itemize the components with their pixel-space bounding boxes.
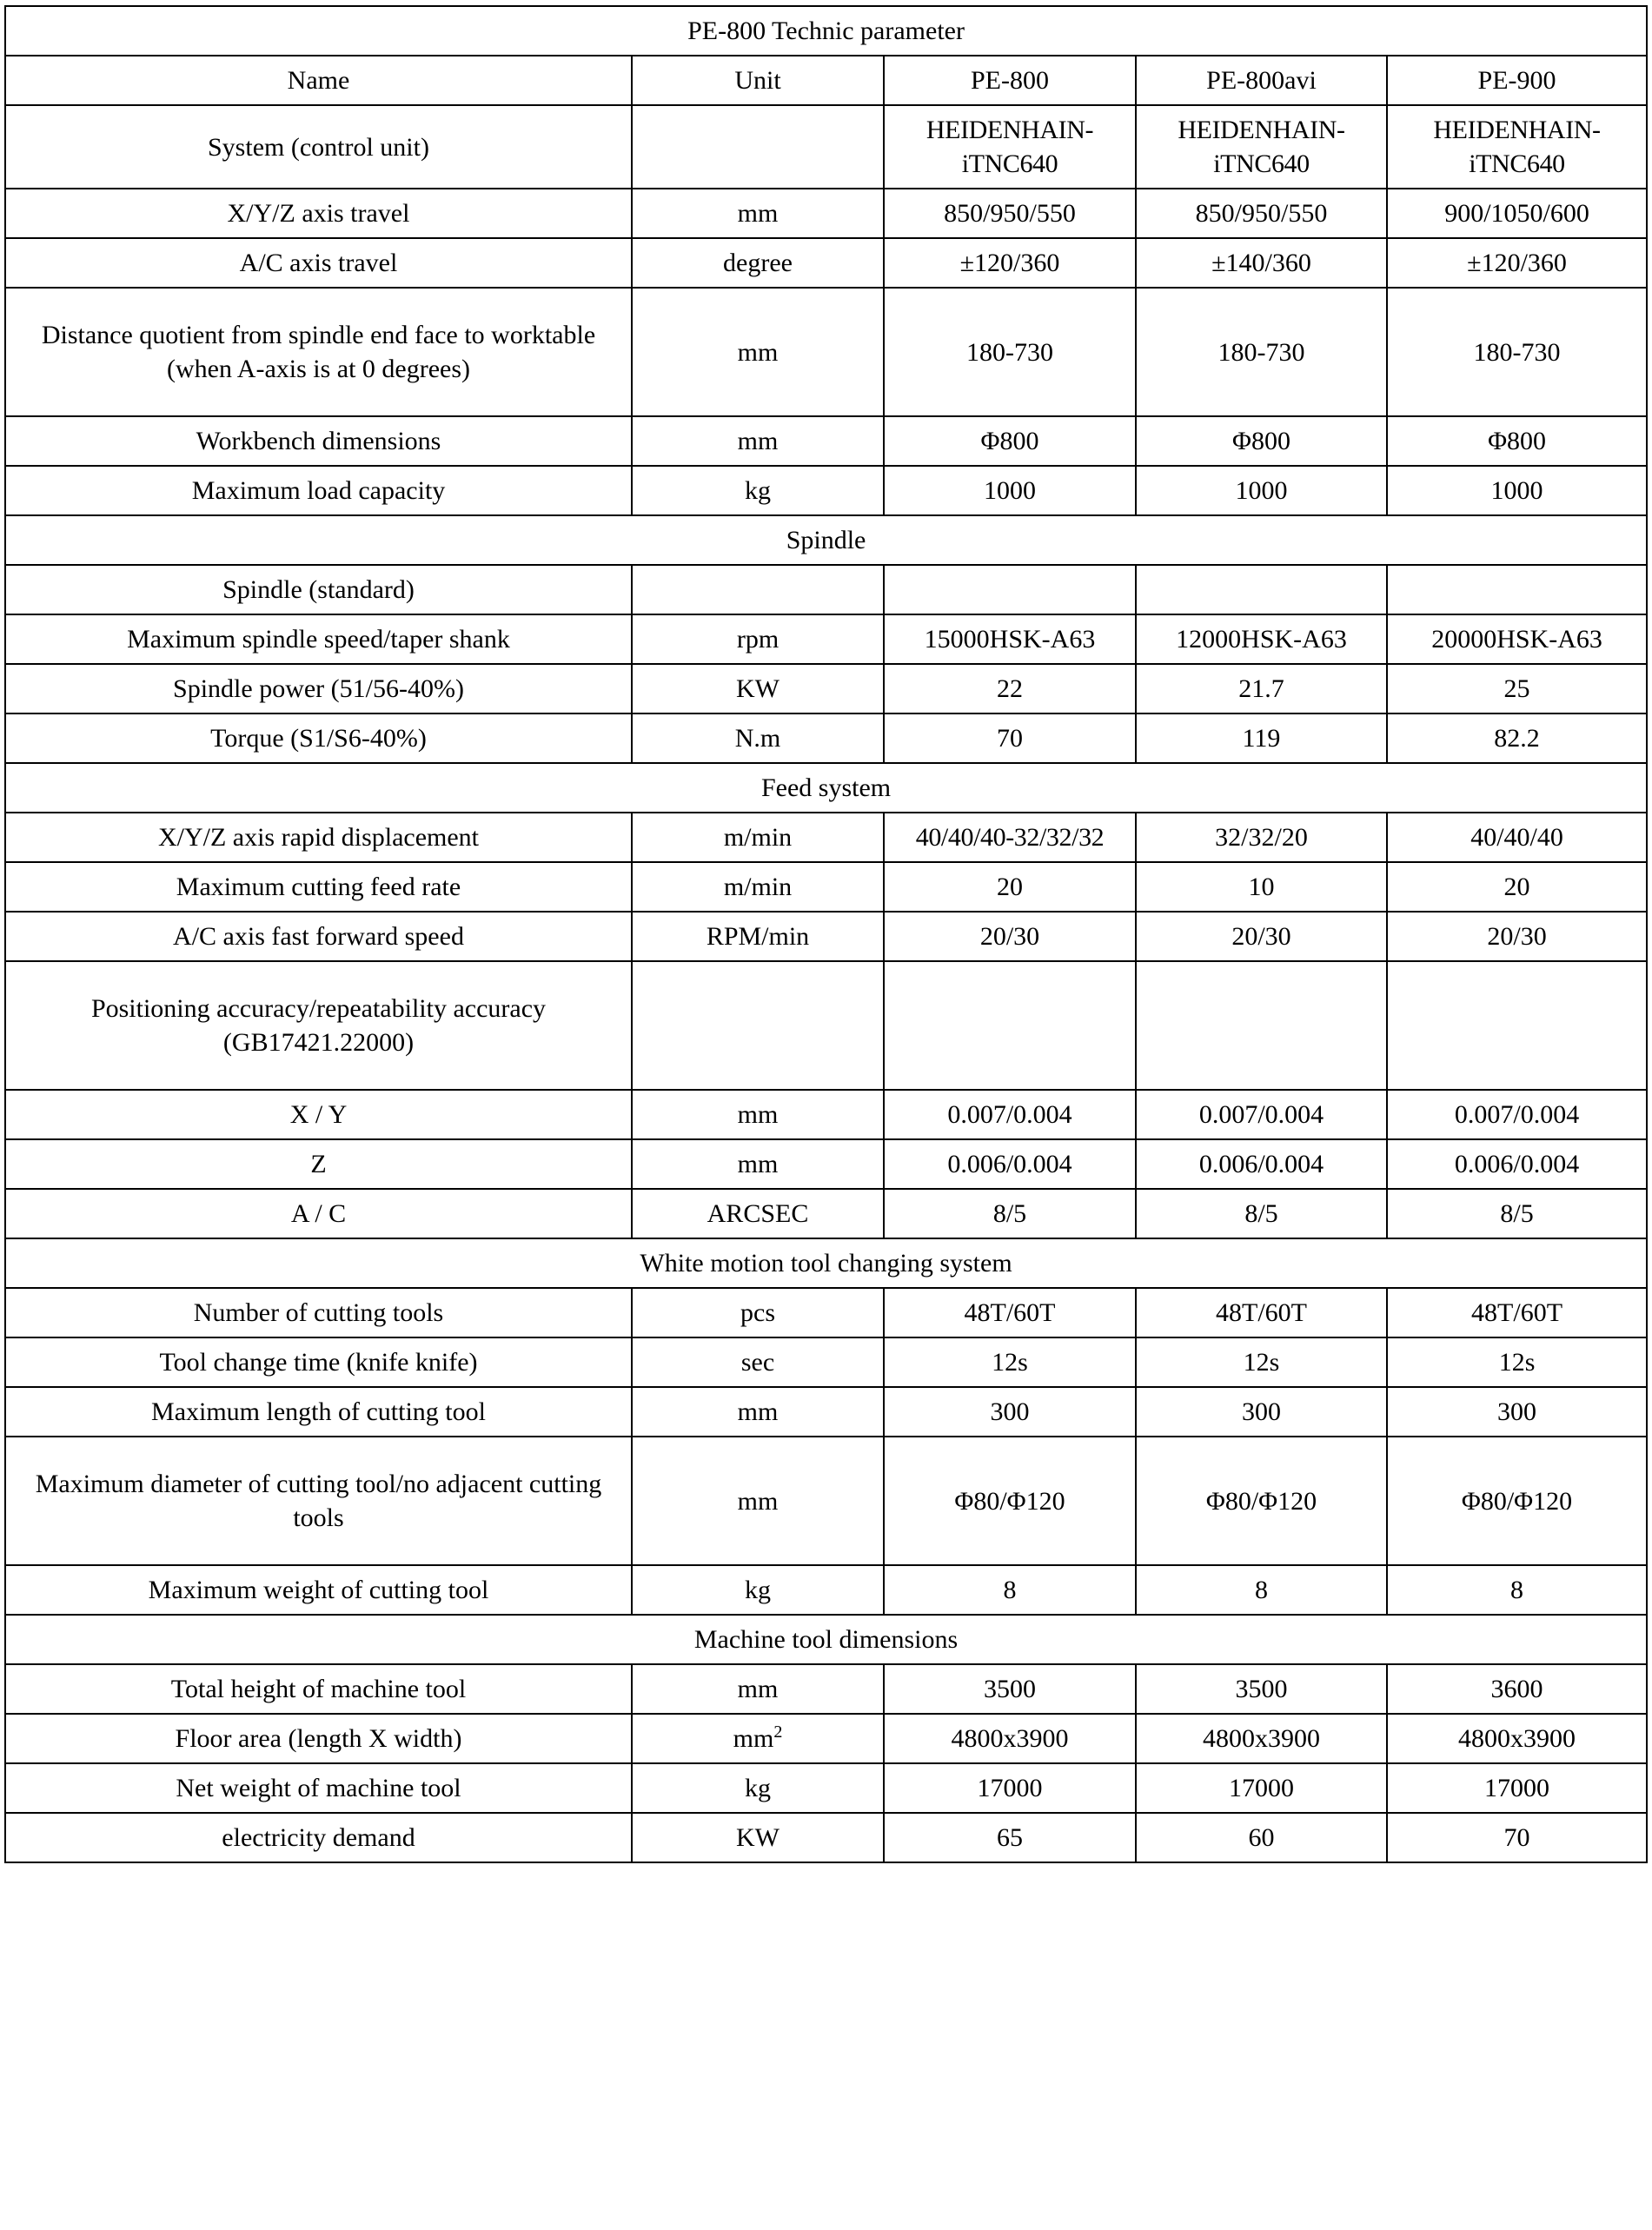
row-label: electricity demand bbox=[5, 1813, 632, 1862]
row-value-2: 0.007/0.004 bbox=[1387, 1090, 1647, 1139]
table-row bbox=[5, 912, 1647, 961]
row-unit: m/min bbox=[632, 813, 884, 862]
row-value-2: 12s bbox=[1387, 1337, 1647, 1387]
row-value-0: 20/30 bbox=[884, 912, 1136, 961]
row-value-1: 48T/60T bbox=[1136, 1288, 1387, 1337]
row-value-0: 180-730 bbox=[884, 288, 1136, 416]
row-label: Maximum load capacity bbox=[5, 466, 632, 515]
row-label: Floor area (length X width) bbox=[5, 1714, 632, 1763]
row-value-2 bbox=[1387, 565, 1647, 614]
row-label: Spindle (standard) bbox=[5, 565, 632, 614]
table-row bbox=[5, 238, 1647, 288]
row-value-2: 8/5 bbox=[1387, 1189, 1647, 1238]
row-unit: RPM/min bbox=[632, 912, 884, 961]
row-value-2: 0.006/0.004 bbox=[1387, 1139, 1647, 1189]
row-value-2: 20/30 bbox=[1387, 912, 1647, 961]
row-label: A / C bbox=[5, 1189, 632, 1238]
row-unit: kg bbox=[632, 1565, 884, 1615]
table-row bbox=[5, 1565, 1647, 1615]
table-row bbox=[5, 813, 1647, 862]
table-body bbox=[5, 6, 1647, 1862]
row-value-1: 0.007/0.004 bbox=[1136, 1090, 1387, 1139]
row-unit: KW bbox=[632, 664, 884, 713]
row-value-2: 70 bbox=[1387, 1813, 1647, 1862]
table-row bbox=[5, 1664, 1647, 1714]
row-unit: mm bbox=[632, 1437, 884, 1565]
row-value-1: 10 bbox=[1136, 862, 1387, 912]
row-value-2: 4800x3900 bbox=[1387, 1714, 1647, 1763]
row-value-2 bbox=[1387, 961, 1647, 1090]
row-value-0: 17000 bbox=[884, 1763, 1136, 1813]
row-value-1: 1000 bbox=[1136, 466, 1387, 515]
row-label: Z bbox=[5, 1139, 632, 1189]
row-value-2: 1000 bbox=[1387, 466, 1647, 515]
row-value-0: 300 bbox=[884, 1387, 1136, 1437]
section-header-row bbox=[5, 1615, 1647, 1664]
row-unit: rpm bbox=[632, 614, 884, 664]
row-label: Spindle power (51/56-40%) bbox=[5, 664, 632, 713]
section-header-label: Machine tool dimensions bbox=[5, 1615, 1647, 1664]
row-value-2: 20000HSK-A63 bbox=[1387, 614, 1647, 664]
row-value-1: 4800x3900 bbox=[1136, 1714, 1387, 1763]
row-value-2: 20 bbox=[1387, 862, 1647, 912]
row-value-1: 12000HSK-A63 bbox=[1136, 614, 1387, 664]
table-row bbox=[5, 614, 1647, 664]
row-value-1: Φ80/Φ120 bbox=[1136, 1437, 1387, 1565]
table-row bbox=[5, 961, 1647, 1090]
row-value-1: 3500 bbox=[1136, 1664, 1387, 1714]
row-label: A/C axis fast forward speed bbox=[5, 912, 632, 961]
row-label: Maximum spindle speed/taper shank bbox=[5, 614, 632, 664]
technic-parameter-table bbox=[4, 5, 1648, 1863]
row-unit: KW bbox=[632, 1813, 884, 1862]
row-unit: pcs bbox=[632, 1288, 884, 1337]
row-value-1: HEIDENHAIN-iTNC640 bbox=[1136, 105, 1387, 189]
row-label: Tool change time (knife knife) bbox=[5, 1337, 632, 1387]
table-row bbox=[5, 1437, 1647, 1565]
row-value-2: 180-730 bbox=[1387, 288, 1647, 416]
row-value-2: 900/1050/600 bbox=[1387, 189, 1647, 238]
table-row bbox=[5, 1337, 1647, 1387]
row-unit: mm bbox=[632, 1139, 884, 1189]
table-row bbox=[5, 288, 1647, 416]
row-unit: m/min bbox=[632, 862, 884, 912]
row-value-2: 40/40/40 bbox=[1387, 813, 1647, 862]
row-value-0: 3500 bbox=[884, 1664, 1136, 1714]
table-row bbox=[5, 862, 1647, 912]
row-unit: degree bbox=[632, 238, 884, 288]
row-value-0: 0.007/0.004 bbox=[884, 1090, 1136, 1139]
row-label: A/C axis travel bbox=[5, 238, 632, 288]
page-title: PE-800 Technic parameter bbox=[5, 6, 1647, 56]
table-title-row bbox=[5, 6, 1647, 56]
table-header-row bbox=[5, 56, 1647, 105]
row-value-0: Φ80/Φ120 bbox=[884, 1437, 1136, 1565]
row-value-1: 20/30 bbox=[1136, 912, 1387, 961]
row-value-2: HEIDENHAIN-iTNC640 bbox=[1387, 105, 1647, 189]
row-value-1: 180-730 bbox=[1136, 288, 1387, 416]
row-label: Net weight of machine tool bbox=[5, 1763, 632, 1813]
row-value-0: 15000HSK-A63 bbox=[884, 614, 1136, 664]
row-unit: mm bbox=[632, 288, 884, 416]
row-value-1: 8 bbox=[1136, 1565, 1387, 1615]
row-value-1: 60 bbox=[1136, 1813, 1387, 1862]
row-value-1: 17000 bbox=[1136, 1763, 1387, 1813]
column-header-1: Unit bbox=[632, 56, 884, 105]
row-value-1 bbox=[1136, 565, 1387, 614]
section-header-row bbox=[5, 515, 1647, 565]
row-value-0: 48T/60T bbox=[884, 1288, 1136, 1337]
row-value-0: 65 bbox=[884, 1813, 1136, 1862]
table-row bbox=[5, 713, 1647, 763]
row-unit: kg bbox=[632, 466, 884, 515]
row-label: Workbench dimensions bbox=[5, 416, 632, 466]
row-label: Maximum weight of cutting tool bbox=[5, 1565, 632, 1615]
table-row bbox=[5, 466, 1647, 515]
table-row bbox=[5, 1714, 1647, 1763]
row-label: Number of cutting tools bbox=[5, 1288, 632, 1337]
spec-sheet bbox=[0, 5, 1652, 2230]
row-value-1: 21.7 bbox=[1136, 664, 1387, 713]
row-value-1: 12s bbox=[1136, 1337, 1387, 1387]
row-unit: N.m bbox=[632, 713, 884, 763]
row-unit: mm bbox=[632, 1387, 884, 1437]
row-unit: mm bbox=[632, 1664, 884, 1714]
row-value-1: 300 bbox=[1136, 1387, 1387, 1437]
row-unit bbox=[632, 565, 884, 614]
row-label: Total height of machine tool bbox=[5, 1664, 632, 1714]
row-value-1: 8/5 bbox=[1136, 1189, 1387, 1238]
row-value-1: 32/32/20 bbox=[1136, 813, 1387, 862]
row-value-0 bbox=[884, 961, 1136, 1090]
row-value-2: 48T/60T bbox=[1387, 1288, 1647, 1337]
row-value-0: ±120/360 bbox=[884, 238, 1136, 288]
column-header-0: Name bbox=[5, 56, 632, 105]
row-value-0: 22 bbox=[884, 664, 1136, 713]
row-unit: sec bbox=[632, 1337, 884, 1387]
row-value-1: 850/950/550 bbox=[1136, 189, 1387, 238]
row-value-0: 40/40/40-32/32/32 bbox=[884, 813, 1136, 862]
row-label: Maximum diameter of cutting tool/no adjacent cutting tools bbox=[5, 1437, 632, 1565]
row-label: X / Y bbox=[5, 1090, 632, 1139]
row-unit bbox=[632, 961, 884, 1090]
section-header-row bbox=[5, 1238, 1647, 1288]
row-unit: ARCSEC bbox=[632, 1189, 884, 1238]
row-label: System (control unit) bbox=[5, 105, 632, 189]
table-row bbox=[5, 189, 1647, 238]
row-value-0: Φ800 bbox=[884, 416, 1136, 466]
table-row bbox=[5, 1288, 1647, 1337]
row-value-0: HEIDENHAIN-iTNC640 bbox=[884, 105, 1136, 189]
row-value-0: 4800x3900 bbox=[884, 1714, 1136, 1763]
row-value-1: 119 bbox=[1136, 713, 1387, 763]
column-header-4: PE-900 bbox=[1387, 56, 1647, 105]
section-header-label: White motion tool changing system bbox=[5, 1238, 1647, 1288]
table-row bbox=[5, 565, 1647, 614]
row-label: X/Y/Z axis rapid displacement bbox=[5, 813, 632, 862]
row-unit: mm bbox=[632, 416, 884, 466]
row-unit: mm bbox=[632, 1090, 884, 1139]
row-value-2: 8 bbox=[1387, 1565, 1647, 1615]
row-label: Maximum length of cutting tool bbox=[5, 1387, 632, 1437]
row-value-2: 300 bbox=[1387, 1387, 1647, 1437]
row-value-1: 0.006/0.004 bbox=[1136, 1139, 1387, 1189]
table-row bbox=[5, 1387, 1647, 1437]
row-value-2: 25 bbox=[1387, 664, 1647, 713]
row-value-2: 3600 bbox=[1387, 1664, 1647, 1714]
row-label: Distance quotient from spindle end face to worktable (when A-axis is at 0 degrees) bbox=[5, 288, 632, 416]
row-value-0: 70 bbox=[884, 713, 1136, 763]
row-value-0: 8 bbox=[884, 1565, 1136, 1615]
table-row bbox=[5, 1139, 1647, 1189]
table-row bbox=[5, 416, 1647, 466]
row-value-0 bbox=[884, 565, 1136, 614]
table-row bbox=[5, 664, 1647, 713]
row-value-2: Φ800 bbox=[1387, 416, 1647, 466]
section-header-label: Spindle bbox=[5, 515, 1647, 565]
row-label: Positioning accuracy/repeatability accuracy (GB17421.22000) bbox=[5, 961, 632, 1090]
row-unit: $mm^2$ bbox=[632, 1714, 884, 1763]
row-label: X/Y/Z axis travel bbox=[5, 189, 632, 238]
section-header-row bbox=[5, 763, 1647, 813]
row-value-0: 8/5 bbox=[884, 1189, 1136, 1238]
table-row bbox=[5, 1813, 1647, 1862]
row-value-2: Φ80/Φ120 bbox=[1387, 1437, 1647, 1565]
row-value-2: 82.2 bbox=[1387, 713, 1647, 763]
table-row bbox=[5, 105, 1647, 189]
row-value-1 bbox=[1136, 961, 1387, 1090]
row-value-0: 1000 bbox=[884, 466, 1136, 515]
row-value-0: 850/950/550 bbox=[884, 189, 1136, 238]
row-value-0: 20 bbox=[884, 862, 1136, 912]
row-value-1: ±140/360 bbox=[1136, 238, 1387, 288]
row-unit bbox=[632, 105, 884, 189]
row-label: Maximum cutting feed rate bbox=[5, 862, 632, 912]
row-value-0: 0.006/0.004 bbox=[884, 1139, 1136, 1189]
section-header-label: Feed system bbox=[5, 763, 1647, 813]
table-row bbox=[5, 1763, 1647, 1813]
table-row bbox=[5, 1090, 1647, 1139]
row-value-1: Φ800 bbox=[1136, 416, 1387, 466]
column-header-2: PE-800 bbox=[884, 56, 1136, 105]
table-row bbox=[5, 1189, 1647, 1238]
column-header-3: PE-800avi bbox=[1136, 56, 1387, 105]
row-value-0: 12s bbox=[884, 1337, 1136, 1387]
row-label: Torque (S1/S6-40%) bbox=[5, 713, 632, 763]
row-value-2: ±120/360 bbox=[1387, 238, 1647, 288]
row-value-2: 17000 bbox=[1387, 1763, 1647, 1813]
row-unit: kg bbox=[632, 1763, 884, 1813]
row-unit: mm bbox=[632, 189, 884, 238]
